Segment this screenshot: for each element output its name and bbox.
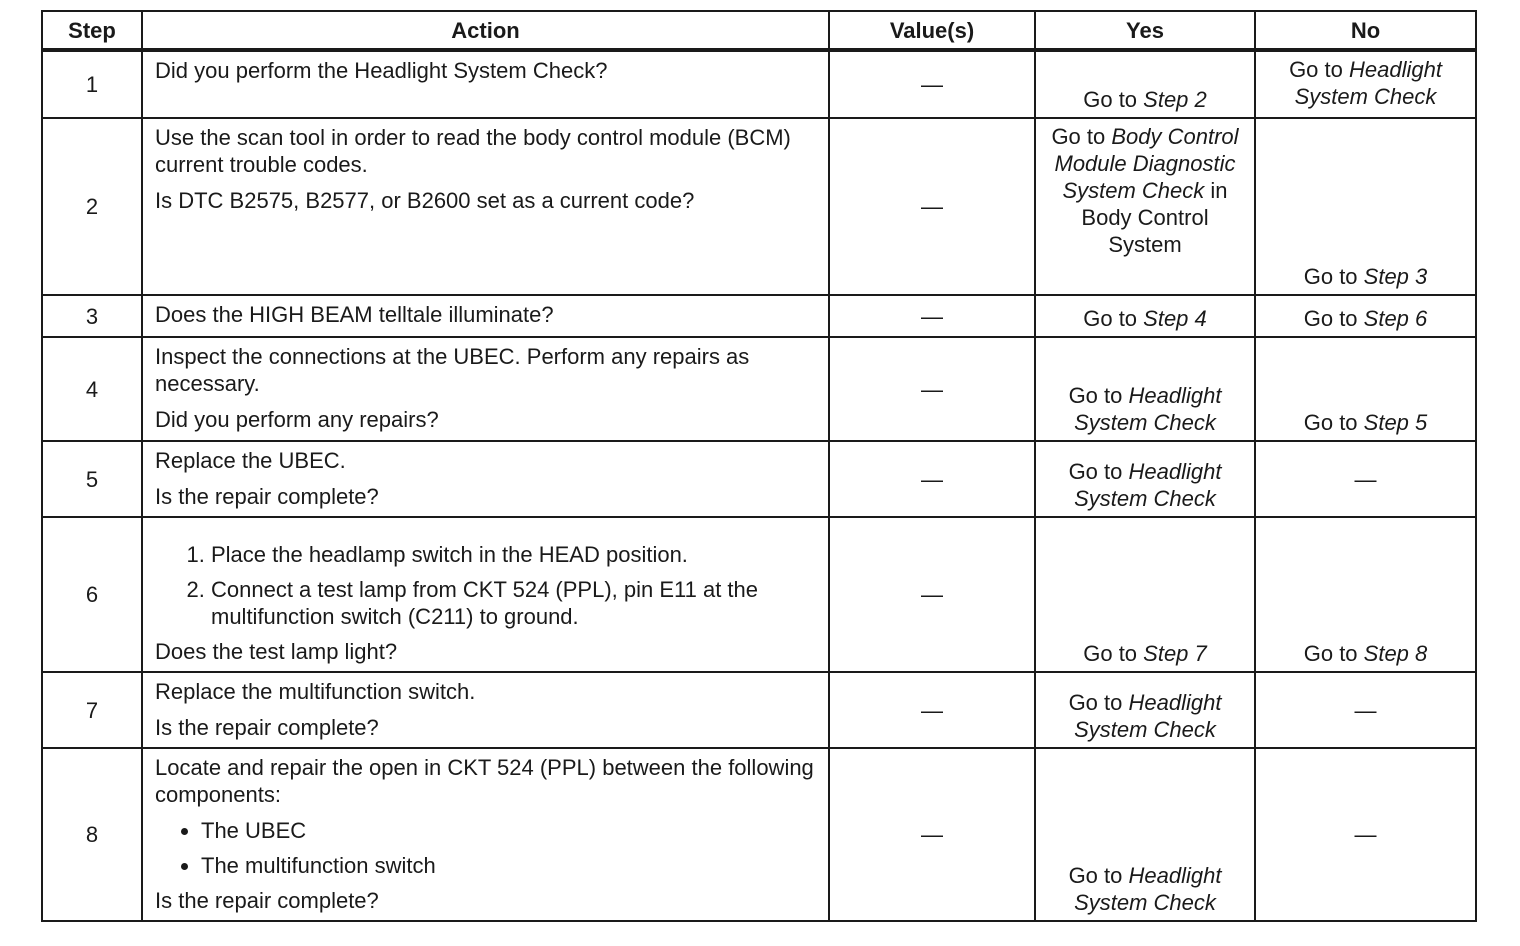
yes-cell: [1035, 517, 1255, 672]
action-question: Does the test lamp light?: [155, 639, 398, 664]
goto-target-link[interactable]: Body Control Module Diagnostic System Check: [1054, 124, 1239, 203]
no-cell: [1255, 118, 1476, 295]
goto-prefix: Go to: [1068, 383, 1129, 408]
step-number: 3: [42, 295, 142, 337]
value-cell: —: [829, 118, 1035, 295]
value-cell: —: [829, 295, 1035, 337]
step-number: 1: [42, 50, 142, 118]
table-row: [42, 441, 1476, 517]
value-cell: —: [829, 517, 1035, 672]
value-cell: —: [829, 748, 1035, 921]
header-yes: Yes: [1035, 11, 1255, 50]
goto-prefix: Go to: [1083, 641, 1144, 666]
component-item: • The UBEC: [201, 817, 816, 844]
goto-target-link[interactable]: Headlight System Check: [1294, 57, 1442, 109]
goto-target-link[interactable]: Step 3: [1363, 264, 1428, 289]
step-number: 2: [42, 118, 142, 295]
no-cell: [1255, 337, 1476, 441]
header-no: No: [1255, 11, 1476, 50]
step-number: 4: [42, 337, 142, 441]
step-number: 5: [42, 441, 142, 517]
action-cell: [142, 672, 829, 748]
action-question: Is the repair complete?: [155, 484, 379, 509]
component-item: • The multifunction switch: [201, 852, 816, 879]
table-row: [42, 118, 1476, 295]
diagnostic-table: [41, 10, 1477, 922]
action-cell: [142, 50, 829, 118]
table-row: [42, 50, 1476, 118]
yes-cell: [1035, 50, 1255, 118]
goto-prefix: Go to: [1303, 264, 1364, 289]
no-cell: [1255, 295, 1476, 337]
value-cell: —: [829, 441, 1035, 517]
action-cell: [142, 118, 829, 295]
value-cell: —: [829, 337, 1035, 441]
goto-prefix: Go to: [1068, 459, 1129, 484]
action-cell: [142, 441, 829, 517]
procedure-list: [155, 541, 816, 630]
action-question: Is DTC B2575, B2577, or B2600 set as a current code?: [155, 188, 695, 213]
header-action: Action: [142, 11, 829, 50]
yes-cell: [1035, 337, 1255, 441]
no-cell: [1255, 517, 1476, 672]
action-text: Replace the UBEC.: [155, 448, 346, 473]
action-cell: [142, 517, 829, 672]
table-row: [42, 672, 1476, 748]
step-number: 8: [42, 748, 142, 921]
no-cell: —: [1255, 672, 1476, 748]
action-text: Did you perform the Headlight System Check?: [155, 58, 608, 83]
goto-prefix: Go to: [1068, 863, 1129, 888]
action-text: Use the scan tool in order to read the body control module (BCM) current trouble codes.: [155, 125, 791, 177]
no-cell: [1255, 50, 1476, 118]
step-number: 7: [42, 672, 142, 748]
goto-suffix: in Body Control System: [1081, 178, 1228, 257]
no-cell: —: [1255, 441, 1476, 517]
goto-target-link[interactable]: Step 5: [1363, 410, 1428, 435]
goto-prefix: Go to: [1303, 410, 1364, 435]
goto-prefix: Go to: [1289, 57, 1349, 82]
goto-prefix: Go to: [1051, 124, 1112, 149]
action-question: Is the repair complete?: [155, 715, 379, 740]
procedure-step: 2. Connect a test lamp from CKT 524 (PPL), pin E11 at the multifunction switch (C211) to ground.: [211, 576, 816, 630]
goto-prefix: Go to: [1303, 641, 1364, 666]
action-question: Is the repair complete?: [155, 888, 379, 913]
goto-prefix: Go to: [1083, 306, 1144, 331]
yes-cell: [1035, 118, 1255, 295]
goto-target-link[interactable]: Headlight System Check: [1074, 863, 1222, 915]
action-cell: [142, 748, 829, 921]
goto-target-link[interactable]: Step 8: [1363, 641, 1428, 666]
step-number: 6: [42, 517, 142, 672]
goto-target-link[interactable]: Headlight System Check: [1074, 459, 1222, 511]
action-question: Did you perform any repairs?: [155, 407, 439, 432]
yes-cell: [1035, 672, 1255, 748]
header-values: Value(s): [829, 11, 1035, 50]
action-text: Replace the multifunction switch.: [155, 679, 476, 704]
header-row: [42, 11, 1476, 50]
action-cell: [142, 337, 829, 441]
goto-target-link[interactable]: Step 6: [1363, 306, 1428, 331]
value-cell: —: [829, 50, 1035, 118]
table-row: [42, 517, 1476, 672]
yes-cell: [1035, 295, 1255, 337]
action-text: Inspect the connections at the UBEC. Perform any repairs as necessary.: [155, 344, 750, 396]
procedure-step: 1. Place the headlamp switch in the HEAD position.: [211, 541, 816, 568]
goto-prefix: Go to: [1303, 306, 1364, 331]
goto-prefix: Go to: [1083, 87, 1144, 112]
component-list: [155, 817, 816, 879]
goto-target-link[interactable]: Step 7: [1143, 641, 1207, 666]
yes-cell: [1035, 748, 1255, 921]
goto-target-link[interactable]: Headlight System Check: [1074, 383, 1222, 435]
table-row: [42, 337, 1476, 441]
table-row: [42, 295, 1476, 337]
value-cell: —: [829, 672, 1035, 748]
goto-target-link[interactable]: Step 4: [1143, 306, 1207, 331]
action-cell: [142, 295, 829, 337]
goto-target-link[interactable]: Step 2: [1143, 87, 1207, 112]
no-cell: —: [1255, 748, 1476, 921]
goto-target-link[interactable]: Headlight System Check: [1074, 690, 1222, 742]
header-step: Step: [42, 11, 142, 50]
action-text: Locate and repair the open in CKT 524 (PPL) between the following components:: [155, 755, 814, 807]
table-row: [42, 748, 1476, 921]
goto-prefix: Go to: [1068, 690, 1129, 715]
action-question: Does the HIGH BEAM telltale illuminate?: [155, 302, 554, 327]
yes-cell: [1035, 441, 1255, 517]
